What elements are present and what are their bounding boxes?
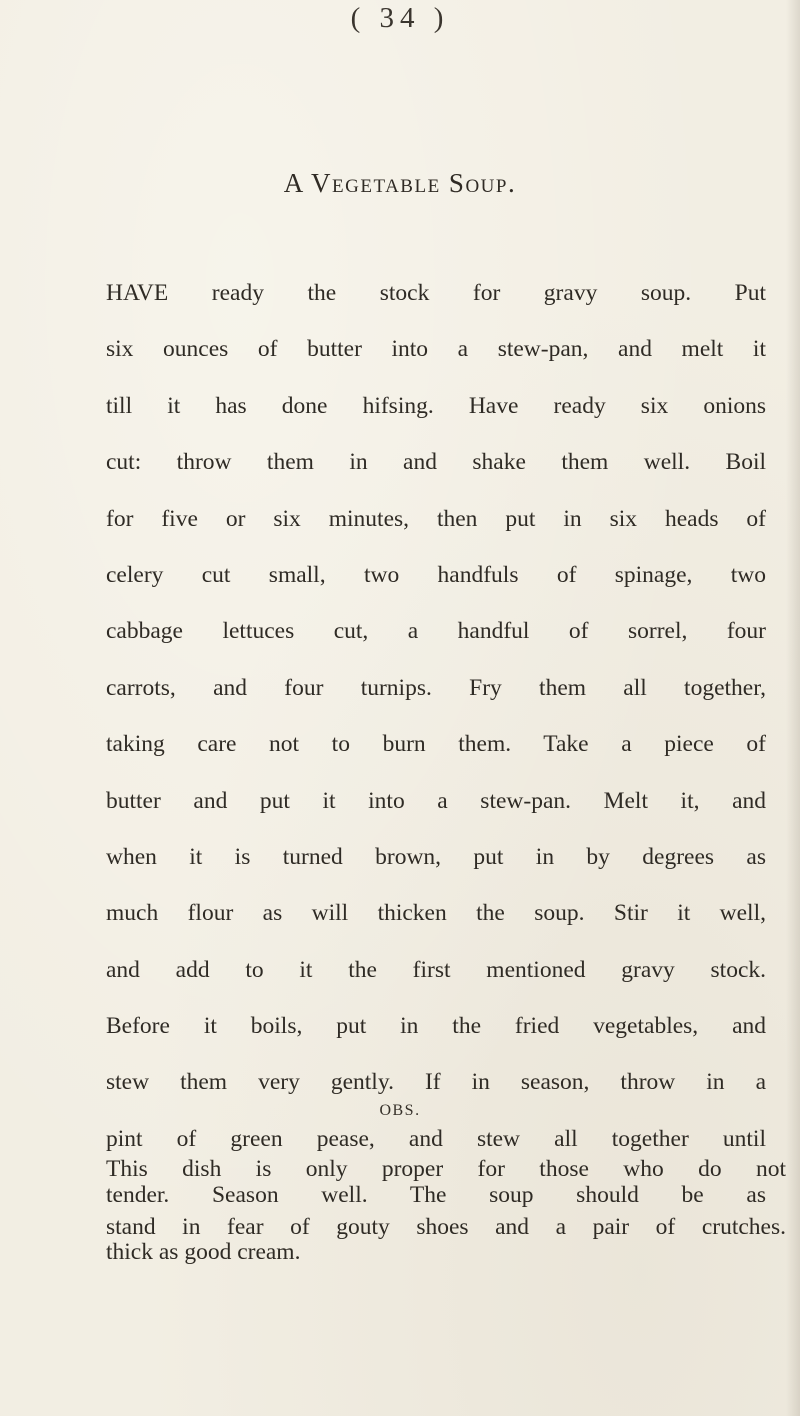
body-line: six ounces of butter into a stew-pan, and melt it: [106, 336, 766, 363]
body-line: cut: throw them in and shake them well. Boil: [106, 449, 766, 476]
body-line: thick as good cream.: [106, 1238, 301, 1265]
body-line: taking care not to burn them. Take a piece of: [106, 731, 766, 758]
obs-heading: OBS.: [379, 1102, 421, 1119]
recipe-title: A Vegetable Soup.: [283, 168, 517, 198]
body-line: stew them very gently. If in season, throw in a: [106, 1069, 766, 1096]
page-edge-shadow: [786, 0, 800, 1416]
body-line: cabbage lettuces cut, a handful of sorrel, four: [106, 618, 766, 645]
obs-note: [106, 1140, 786, 1256]
body-line: butter and put it into a stew-pan. Melt it, and: [106, 787, 766, 814]
obs-line: This dish is only proper for those who do not: [106, 1156, 786, 1182]
body-line: Before it boils, put in the fried vegetables, and: [106, 1013, 766, 1040]
body-line: tender. Season well. The soup should be as: [106, 1182, 766, 1209]
body-line: celery cut small, two handfuls of spinage, two: [106, 561, 766, 588]
body-line: much flour as will thicken the soup. Stir it well,: [106, 900, 766, 927]
body-line: when it is turned brown, put in by degrees as: [106, 843, 766, 870]
page-number: ( 34 ): [350, 2, 450, 34]
body-line: till it has done hifsing. Have ready six onions: [106, 392, 766, 419]
body-line: and add to it the first mentioned gravy stock.: [106, 956, 766, 983]
body-line: pint of green pease, and stew all together until: [106, 1125, 766, 1152]
body-line: carrots, and four turnips. Fry them all together,: [106, 674, 766, 701]
recipe-body: [106, 265, 766, 1280]
body-line: HAVE ready the stock for gravy soup. Put: [106, 280, 766, 306]
obs-line: stand in fear of gouty shoes and a pair of crutches.: [106, 1214, 786, 1240]
body-line: for five or six minutes, then put in six heads of: [106, 505, 766, 532]
